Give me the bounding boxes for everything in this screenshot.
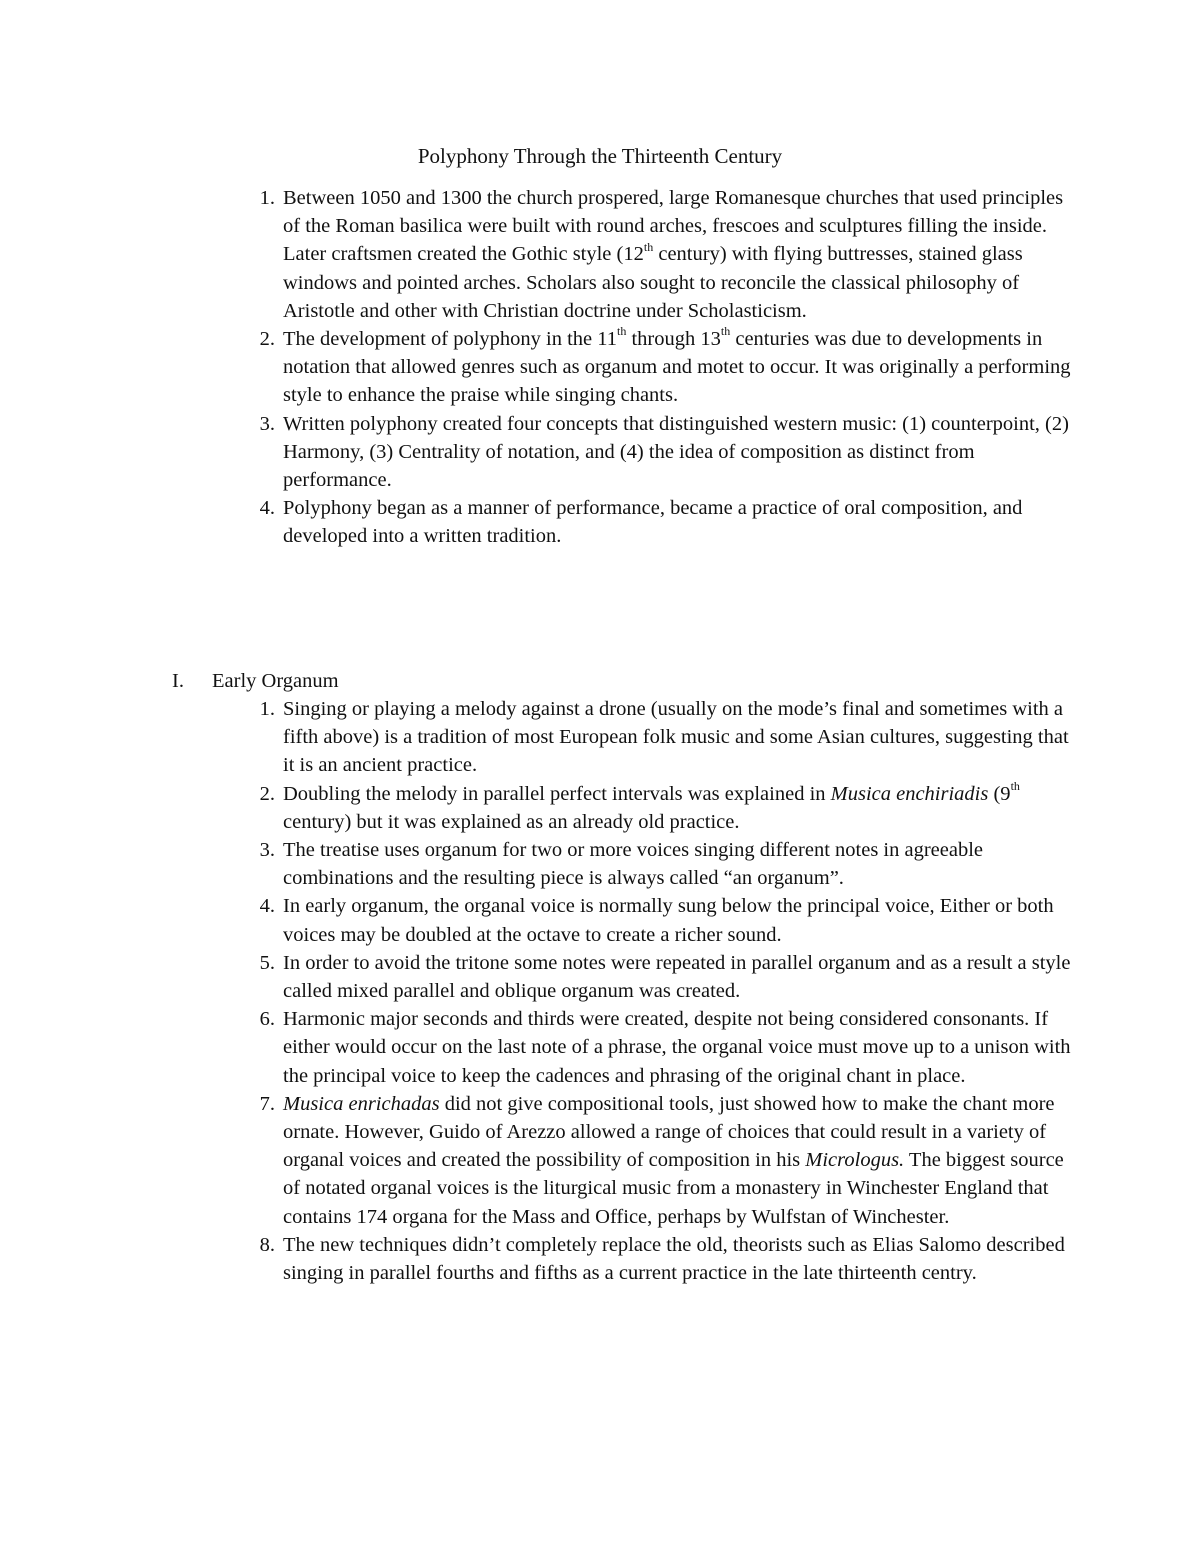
item-text: The treatise uses organum for two or more voices singing different notes in agreeable combinations and the resulting piece is always called “an organum”. [283, 839, 984, 890]
superscript: th [1010, 778, 1020, 793]
list-number: 4. [259, 895, 275, 918]
item-text: In order to avoid the tritone some notes were repeated in parallel organum and as a result a style called mixed parallel and oblique organum was created. [283, 951, 1071, 1003]
intro-item-4 [259, 494, 1073, 550]
section-number: I. [172, 670, 184, 692]
organum-item-1 [259, 695, 1073, 780]
italic-title: Micrologus. [805, 1149, 905, 1172]
document-title: Polyphony Through the Thirteenth Century [417, 144, 783, 168]
organum-list [259, 695, 1073, 1287]
italic-title: Musica enrichadas [283, 1092, 440, 1115]
list-number: 1. [259, 698, 275, 720]
organum-item-2 [259, 778, 1073, 836]
list-number: 3. [259, 412, 275, 435]
organum-item-4 [259, 892, 1073, 948]
list-number: 2. [259, 782, 275, 805]
list-number: 7. [259, 1092, 275, 1115]
item-text: Written polyphony created four concepts that distinguished western music: (1) counterpoint, (2) Harmony, (3) Centrality of notation, and (4) the idea of composition as distinct from performance. [283, 412, 1069, 492]
intro-item-3 [259, 410, 1073, 495]
item-text: Polyphony began as a manner of performance, became a practice of oral composition, and developed into a written tradition. [283, 497, 1023, 548]
item-text: The biggest source of notated organal voices is the liturgical music from a monastery in Winchester England that contains 174 organa for the Mass and Office, perhaps by Wulfstan of Winchester. [283, 1149, 1064, 1228]
list-number: 8. [259, 1233, 275, 1256]
item-text: centuries was due to developments in notation that allowed genres such as organum and motet to occur. It was originally a performing style to enhance the praise while singing chants. [283, 328, 1071, 407]
organum-item-3 [259, 836, 1073, 892]
organum-item-7 [259, 1090, 1073, 1231]
item-text: century) with flying buttresses, stained glass windows and pointed arches. Scholars also sought to reconcile the classical philosophy of Aristotle and other with Christian doctrine under Scholasticism. [283, 243, 1023, 322]
superscript: th [643, 239, 654, 254]
italic-title: Musica enchiriadis [830, 782, 989, 805]
item-text: Singing or playing a melody against a drone (usually on the mode’s final and sometimes with a fifth above) is a tradition of most European folk music and some Asian cultures, suggesting that it is an ancient practice. [283, 698, 1069, 777]
list-number: 2. [259, 328, 275, 351]
organum-item-6 [259, 1005, 1073, 1090]
item-text: Harmonic major seconds and thirds were created, despite not being considered consonants. If either would occur on the last note of a phrase, the organal voice must move up to a unison with the principal voice to keep the cadences and phrasing of the original chant in place. [283, 1008, 1071, 1087]
item-text: In early organum, the organal voice is normally sung below the principal voice, Either or both voices may be doubled at the octave to create a richer sound. [283, 895, 1054, 946]
section-title: Early Organum [212, 670, 339, 692]
item-text: Doubling the melody in parallel perfect intervals was explained in [283, 782, 831, 805]
superscript: th [720, 324, 731, 339]
list-number: 4. [259, 497, 275, 520]
intro-item-2 [259, 324, 1073, 410]
superscript: th [617, 324, 627, 339]
list-number: 1. [259, 187, 275, 209]
item-text: through 13 [626, 328, 721, 351]
section-heading [172, 667, 339, 695]
item-text: (9 [988, 782, 1011, 805]
organum-item-8 [259, 1231, 1073, 1287]
item-text: Between 1050 and 1300 the church prospered, large Romanesque churches that used principles of the Roman basilica were built with round arches, frescoes and sculptures filling the inside. Later craftsmen created the Gothic style (12 [283, 187, 1064, 266]
list-number: 6. [259, 1008, 275, 1031]
intro-list [259, 184, 1073, 551]
list-number: 5. [259, 951, 275, 974]
intro-item-1 [259, 184, 1073, 325]
item-text: did not give compositional tools, just showed how to make the chant more ornate. However, Guido of Arezzo allowed a range of choices that could result in a variety of organal voices and created the possibility of composition in his [283, 1092, 1055, 1172]
list-number: 3. [259, 839, 275, 862]
item-text: The development of polyphony in the 11 [283, 328, 618, 351]
item-text: The new techniques didn’t completely replace the old, theorists such as Elias Salomo described singing in parallel fourths and fifths as a current practice in the late thirteenth centry. [283, 1233, 1065, 1285]
organum-item-5 [259, 949, 1073, 1005]
item-text: century) but it was explained as an already old practice. [283, 810, 740, 833]
